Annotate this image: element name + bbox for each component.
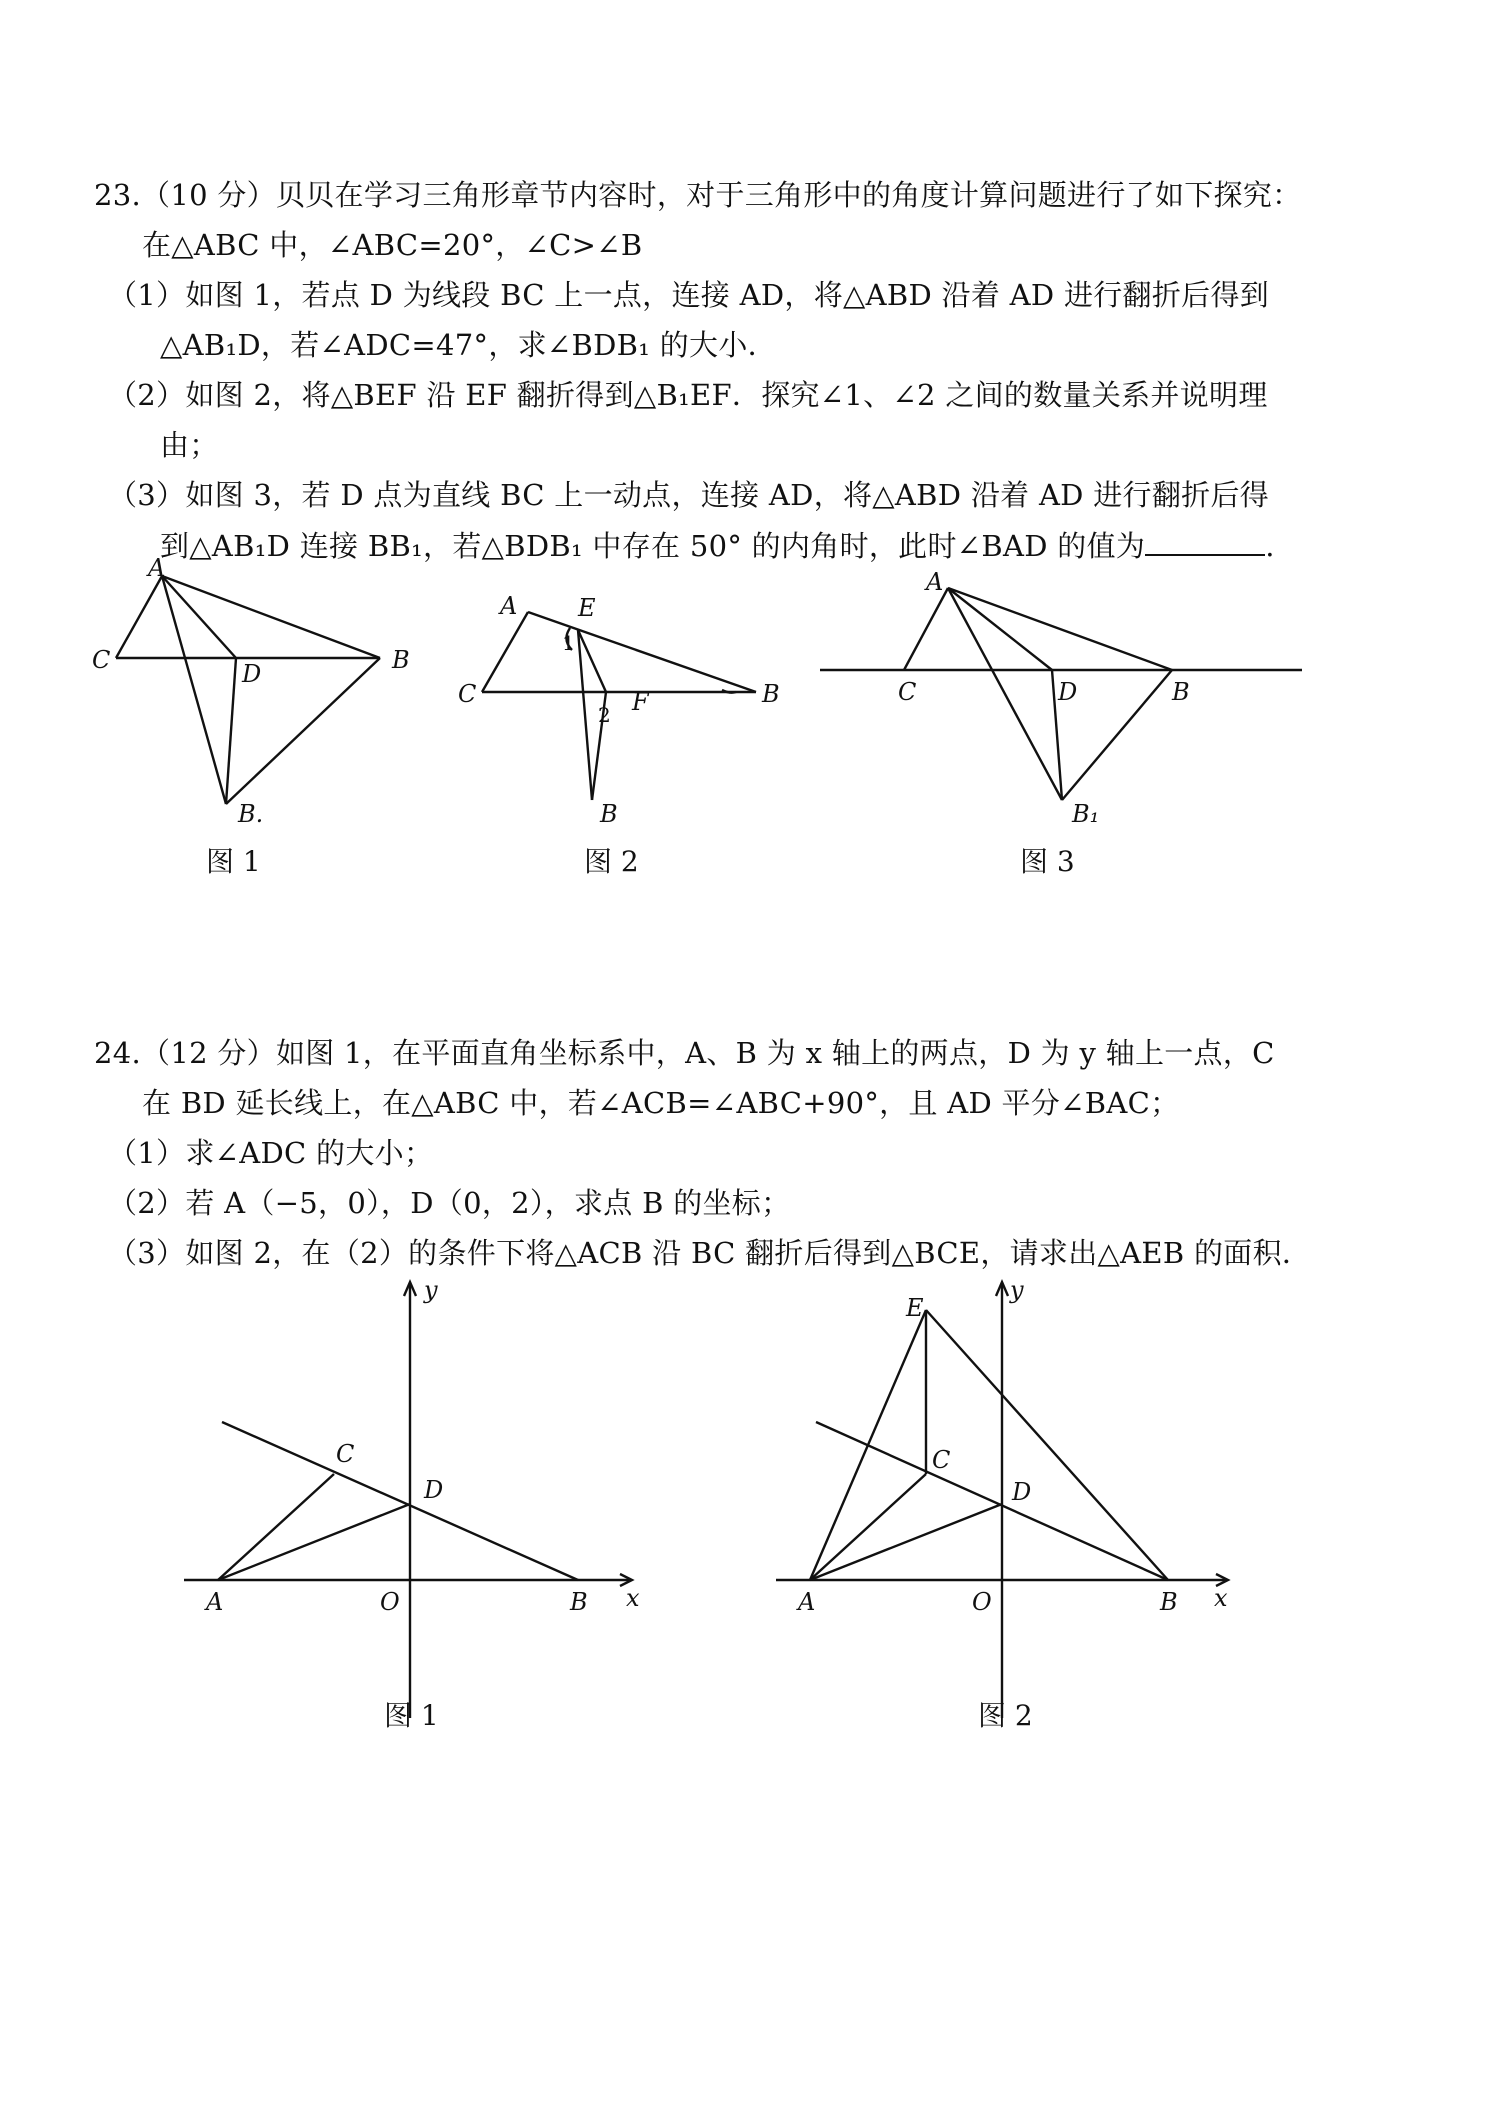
fig5-label-x: x <box>1214 1584 1228 1612</box>
fig1-label-b1: B. <box>238 800 264 828</box>
fig3-label-d: D <box>1058 678 1078 706</box>
q23-line-1: 23.（10 分）贝贝在学习三角形章节内容时，对于三角形中的角度计算问题进行了如下探究： <box>94 178 1302 212</box>
fig2-angle-2: 2 <box>598 703 611 727</box>
fig2-label-b1: B <box>600 800 618 828</box>
fig4-label-d: D <box>424 1476 444 1504</box>
fig3-label-b1: B₁ <box>1072 800 1100 828</box>
fig2-label-b: B <box>762 680 780 708</box>
fig2-label-c: C <box>458 680 477 708</box>
q23-part-2-cont: 由； <box>160 428 219 462</box>
fig5-label-b: B <box>1160 1588 1178 1616</box>
q24-line-2: 在 BD 延长线上，在△ABC 中，若∠ACB=∠ABC+90°，且 AD 平分∠BAC； <box>142 1086 1180 1120</box>
fig3-label-c: C <box>898 678 917 706</box>
fig4-label-y: y <box>424 1276 438 1304</box>
q23-part-3: （3）如图 3，若 D 点为直线 BC 上一动点，连接 AD，将△ABD 沿着 AD 进行翻折后得 <box>108 478 1270 512</box>
q23-period: . <box>1265 529 1275 563</box>
figure-2-caption: 图 2 <box>584 845 639 878</box>
fig2-label-f: F <box>632 688 649 716</box>
q23-part-1: （1）如图 1，若点 D 为线段 BC 上一点，连接 AD，将△ABD 沿着 AD 进行翻折后得到 <box>108 278 1270 312</box>
fig3-label-b: B <box>1172 678 1190 706</box>
coordinate-figure-2 <box>776 1282 1228 1718</box>
fig5-label-a: A <box>798 1588 816 1616</box>
fig2-angle-1: 1 <box>562 631 575 655</box>
figure-4-caption: 图 1 <box>384 1699 439 1732</box>
q23-part-3-text: 到△AB₁D 连接 BB₁，若△BDB₁ 中存在 50° 的内角时，此时∠BAD 的值为 <box>160 529 1146 563</box>
fig2-label-e: E <box>578 594 596 622</box>
fig4-label-c: C <box>336 1440 355 1468</box>
q24-part-1: （1）求∠ADC 的大小； <box>108 1136 434 1170</box>
fig5-label-y: y <box>1010 1276 1024 1304</box>
fig5-label-e: E <box>906 1294 924 1322</box>
fig1-label-d: D <box>242 660 262 688</box>
q23-part-2: （2）如图 2，将△BEF 沿 EF 翻折得到△B₁EF．探究∠1、∠2 之间的数量关系并说明理 <box>108 378 1268 412</box>
fig1-label-c: C <box>92 646 111 674</box>
fig4-label-o: O <box>380 1588 400 1616</box>
q24-line-1: 24.（12 分）如图 1，在平面直角坐标系中，A、B 为 x 轴上的两点，D 为 y 轴上一点，C <box>94 1036 1275 1070</box>
fig1-label-b: B <box>392 646 410 674</box>
figure-3-caption: 图 3 <box>1020 845 1075 878</box>
q23-part-1-cont: △AB₁D，若∠ADC=47°，求∠BDB₁ 的大小． <box>160 328 777 362</box>
fig5-label-c: C <box>932 1446 951 1474</box>
q24-part-2: （2）若 A（−5，0），D（0，2），求点 B 的坐标； <box>108 1186 791 1220</box>
fig4-label-a: A <box>206 1588 224 1616</box>
q24-part-3: （3）如图 2，在（2）的条件下将△ACB 沿 BC 翻折后得到△BCE，请求出△AEB 的面积． <box>108 1236 1312 1270</box>
q23-line-2: 在△ABC 中，∠ABC=20°，∠C>∠B <box>142 228 643 262</box>
coordinate-figure-1 <box>184 1282 632 1718</box>
fig4-label-x: x <box>626 1584 640 1612</box>
figure-1-caption: 图 1 <box>206 845 261 878</box>
fig3-label-a: A <box>926 568 944 596</box>
fig2-label-a: A <box>500 592 518 620</box>
fig4-label-b: B <box>570 1588 588 1616</box>
fig1-label-a: A <box>148 554 166 582</box>
figure-5-caption: 图 2 <box>978 1699 1033 1732</box>
fig5-label-o: O <box>972 1588 992 1616</box>
fig5-label-d: D <box>1012 1478 1032 1506</box>
